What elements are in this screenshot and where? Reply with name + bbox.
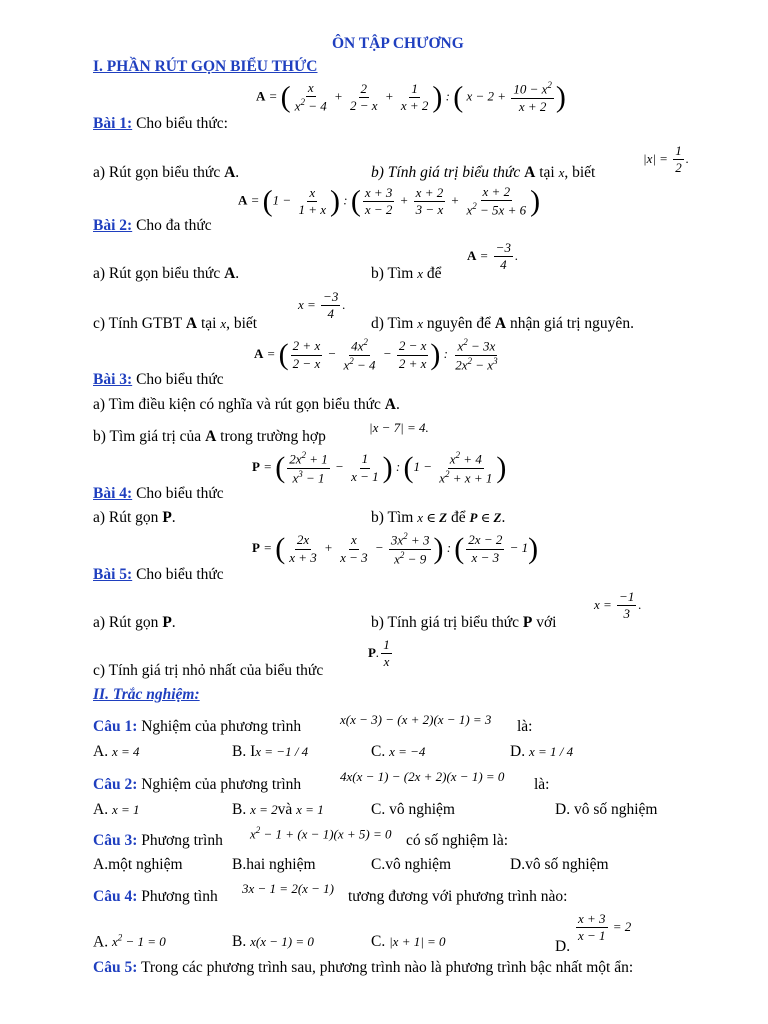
bai2-c-condition: x = $\frac{-3}{4}$ . (298, 289, 346, 322)
cau1-question: Câu 1: Nghiệm của phương trình (93, 718, 302, 735)
bai2-b-condition: A = $\frac{-3}{4}$ . (467, 240, 519, 273)
bai5-c-expression: P. $\frac{1}{x}$ (368, 637, 390, 670)
section-2-heading: II. Trắc nghiệm: (93, 686, 200, 703)
bai3-part-a: a) Tìm điều kiện có nghĩa và rút gọn biểu thức A. (93, 396, 400, 413)
cau4-end: tương đương với phương trình nào: (348, 888, 568, 905)
cau5-question: Câu 5: Trong các phương trình sau, phương trình nào là phương trình bậc nhất một ẩn: (93, 959, 634, 976)
cau2-equation: 4x(x − 1) − (2x + 2)(x − 1) = 0 (340, 769, 505, 784)
bai5-label: Bài 5: (93, 566, 133, 583)
cau1-option-b[interactable]: B. Ix = −1 / 4 (232, 743, 309, 760)
bai1-intro: Bài 1: Cho biểu thức: (93, 115, 228, 132)
bai5-part-c: c) Tính giá trị nhỏ nhất của biểu thức (93, 662, 324, 679)
cau1-label: Câu 1: (93, 718, 138, 735)
bai1-part-a: a) Rút gọn biểu thức A. (93, 164, 240, 181)
bai1-part-b: b) Tính giá trị biểu thức A tại x, biết (371, 164, 596, 181)
cau1-option-c[interactable]: C. x = −4 (371, 743, 426, 760)
bai3-b-condition: |x − 7| = 4. (369, 420, 429, 435)
cau2-option-d[interactable]: D. vô số nghiệm (555, 801, 658, 818)
bai3-part-b: b) Tìm giá trị của A trong trường hợp (93, 428, 326, 445)
section-1-heading: I. PHẦN RÚT GỌN BIỂU THỨC (93, 58, 318, 75)
cau3-equation: $x^2 - 1 + (x - 1)(x + 5) = 0$ (250, 825, 392, 842)
bai3-intro: Bài 3: Cho biểu thức (93, 371, 224, 388)
bai1-b-condition: |x| = $\frac{1}{2}$ . (643, 143, 689, 176)
bai4-label: Bài 4: (93, 485, 133, 502)
bai5-formula: P = ( $\frac{2x}{x + 3}$ + $\frac{x}{x - 3}$ − $\frac{3x^2 + 3}{x^2 - 9}$ ) : ( $\frac{2x - 2}{x - 3}$ − 1) (252, 531, 539, 566)
bai5-intro: Bài 5: Cho biểu thức (93, 566, 224, 583)
page-title: ÔN TẬP CHƯƠNG (332, 35, 464, 52)
bai2-part-c: c) Tính GTBT A tại x, biết (93, 315, 258, 332)
cau3-option-b[interactable]: B.hai nghiệm (232, 856, 316, 873)
bai2-formula: A = (1 − $\frac{x}{1 + x}$ ) : ( $\frac{x + 3}{x - 2}$ + $\frac{x + 2}{3 - x}$ + $\frac{x + 2}{x^2 - 5x + 6}$ ) (238, 184, 541, 218)
cau3-option-a[interactable]: A.một nghiệm (93, 856, 183, 873)
bai4-formula: P = ( $\frac{2x^2 + 1}{x^3 - 1}$ − $\frac{1}{x - 1}$ ) : (1 − $\frac{x^2 + 4}{x^2 + x + 1}$ ) (252, 450, 507, 485)
bai2-intro: Bài 2: Cho đa thức (93, 217, 212, 234)
cau3-option-d[interactable]: D.vô số nghiệm (510, 856, 609, 873)
cau4-label: Câu 4: (93, 888, 138, 905)
bai4-part-a: a) Rút gọn P. (93, 509, 176, 526)
bai2-part-d: d) Tìm x nguyên để A nhận giá trị nguyên. (371, 315, 634, 332)
cau2-label: Câu 2: (93, 776, 138, 793)
cau4-question: Câu 4: Phương tình (93, 888, 218, 905)
bai1-formula: A = ( $\frac{x}{x^2 - 4}$ + $\frac{2}{2 - x}$ + $\frac{1}{x + 2}$ ) : ( x − 2 + $\frac{10 - x^2}{x + 2}$ ) (256, 80, 566, 114)
cau1-equation: x(x − 3) − (x + 2)(x − 1) = 3 (340, 712, 492, 727)
bai2-label: Bài 2: (93, 217, 133, 234)
bai3-label: Bài 3: (93, 371, 133, 388)
cau1-option-d[interactable]: D. x = 1 / 4 (510, 743, 574, 760)
bai4-part-b: b) Tìm x ∈ Z để P ∈ Z. (371, 509, 506, 526)
bai1-label: Bài 1: (93, 115, 133, 132)
cau4-option-d[interactable]: D. $\frac{x + 3}{x - 1}$ = 2 (555, 911, 632, 955)
cau4-option-a[interactable]: A. $x^2 - 1 = 0$ (93, 933, 166, 951)
cau4-option-b[interactable]: B. x(x − 1) = 0 (232, 933, 314, 950)
bai2-part-b: b) Tìm x để (371, 265, 442, 282)
bai4-intro: Bài 4: Cho biểu thức (93, 485, 224, 502)
cau1-option-a[interactable]: A. x = 4 (93, 743, 140, 760)
cau1-end: là: (517, 718, 533, 735)
cau2-end: là: (534, 776, 550, 793)
bai2-part-a: a) Rút gọn biểu thức A. (93, 265, 240, 282)
cau5-label: Câu 5: (93, 959, 138, 976)
cau4-equation: 3x − 1 = 2(x − 1) (242, 881, 335, 896)
cau2-question: Câu 2: Nghiệm của phương trình (93, 776, 302, 793)
bai3-formula: A = ( $\frac{2 + x}{2 - x}$ − $\frac{4x^2}{x^2 - 4}$ − $\frac{2 - x}{2 + x}$ ) : $\frac{x^2 - 3x}{2x^2 - x^3}$ (254, 337, 498, 372)
bai5-b-condition: x = $\frac{-1}{3}$ . (594, 589, 642, 622)
cau2-option-b[interactable]: B. x = 2và x = 1 (232, 801, 324, 818)
cau4-option-c[interactable]: C. |x + 1| = 0 (371, 933, 446, 950)
cau3-option-c[interactable]: C.vô nghiệm (371, 856, 452, 873)
cau2-option-c[interactable]: C. vô nghiệm (371, 801, 455, 818)
bai5-part-b: b) Tính giá trị biểu thức P với (371, 614, 557, 631)
cau3-label: Câu 3: (93, 832, 138, 849)
bai5-part-a: a) Rút gọn P. (93, 614, 176, 631)
cau2-option-a[interactable]: A. x = 1 (93, 801, 140, 818)
cau3-question: Câu 3: Phương trình (93, 832, 223, 849)
cau3-end: có số nghiệm là: (406, 832, 509, 849)
